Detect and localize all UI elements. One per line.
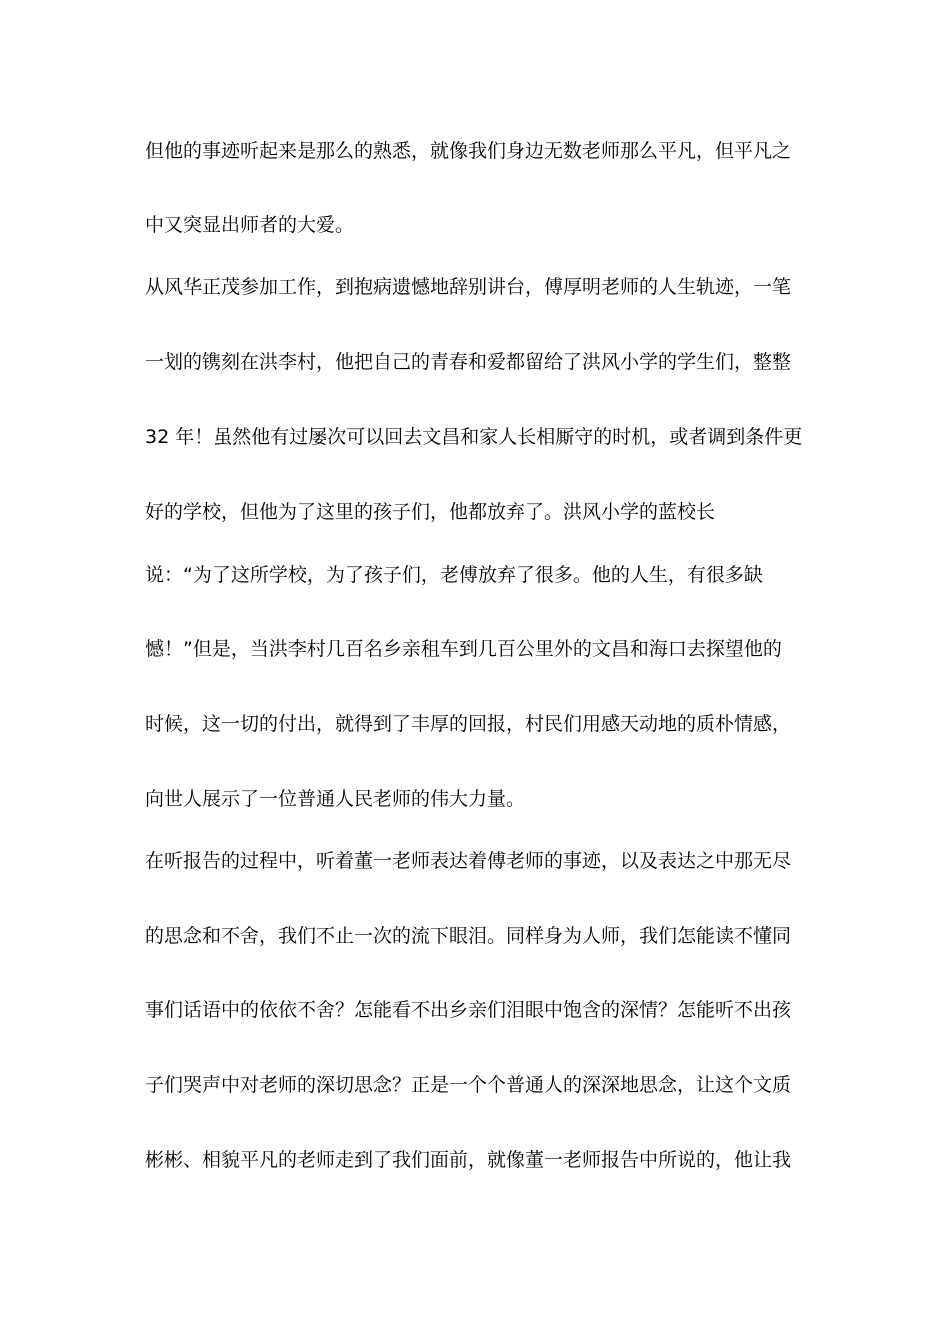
paragraph-line: 好的学校，但他为了这里的孩子们，他都放弃了。洪风小学的蓝校长 (145, 501, 716, 523)
paragraph-line: 一划的镌刻在洪李村，他把自己的青春和爱都留给了洪风小学的学生们，整整 (145, 351, 792, 373)
paragraph-line: 憾！”但是，当洪李村几百名乡亲租车到几百公里外的文昌和海口去探望他的 (145, 638, 782, 660)
paragraph-line: 中又突显出师者的大爱。 (145, 214, 355, 236)
paragraph-line: 32 年！虽然他有过屡次可以回去文昌和家人长相厮守的时机，或者调到条件更 (145, 426, 803, 448)
paragraph-line: 事们话语中的依依不舍？怎能看不出乡亲们泪眼中饱含的深情？怎能听不出孩 (145, 999, 792, 1021)
paragraph-line: 在听报告的过程中，听着董一老师表达着傅老师的事迹，以及表达之中那无尽 (145, 850, 792, 872)
paragraph-line: 说：“为了这所学校，为了孩子们，老傅放弃了很多。他的人生，有很多缺 (145, 564, 763, 586)
paragraph-line: 但他的事迹听起来是那么的熟悉，就像我们身边无数老师那么平凡，但平凡之 (145, 140, 792, 162)
paragraph-line: 的思念和不舍，我们不止一次的流下眼泪。同样身为人师，我们怎能读不懂同 (145, 925, 792, 947)
paragraph-line: 彬彬、相貌平凡的老师走到了我们面前，就像董一老师报告中所说的，他让我 (145, 1149, 792, 1171)
paragraph-line: 向世人展示了一位普通人民老师的伟大力量。 (145, 788, 526, 810)
paragraph-line: 从风华正茂参加工作，到抱病遗憾地辞别讲台，傅厚明老师的人生轨迹，一笔 (145, 276, 792, 298)
paragraph-line: 时候，这一切的付出，就得到了丰厚的回报，村民们用感天动地的质朴情感， (145, 713, 792, 735)
paragraph-line: 子们哭声中对老师的深切思念？正是一个个普通人的深深地思念，让这个文质 (145, 1074, 792, 1096)
